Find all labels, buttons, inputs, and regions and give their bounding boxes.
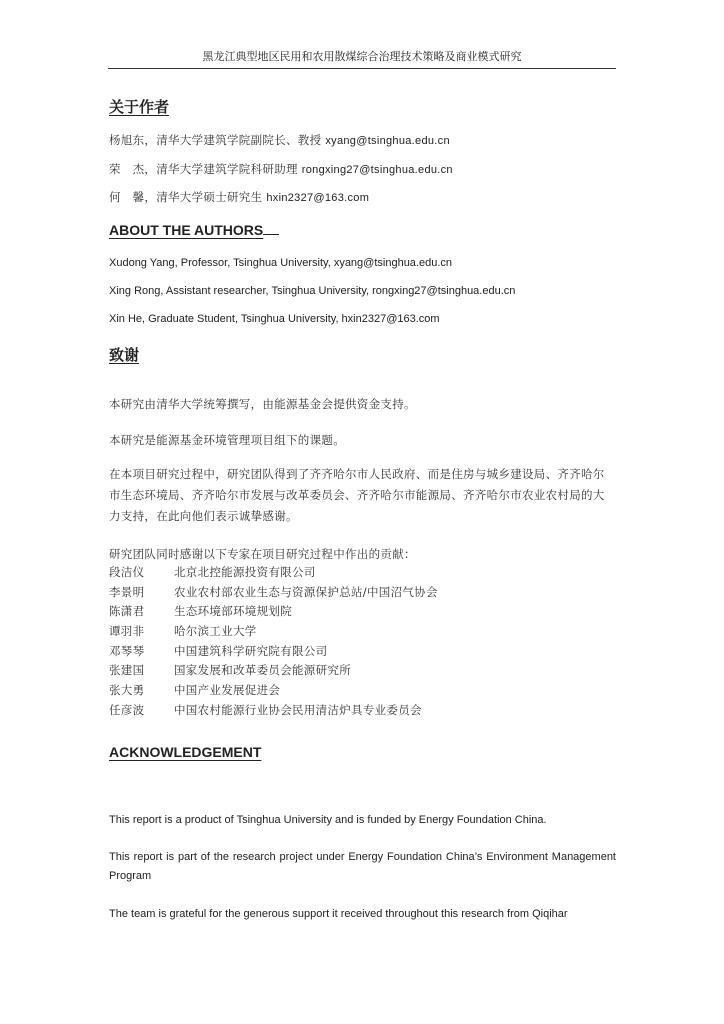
author-cn-text: 何 馨，清华大学硕士研究生 — [109, 190, 263, 204]
list-item — [109, 564, 438, 584]
heading-underline — [263, 222, 279, 235]
authors-en-heading — [109, 222, 279, 238]
list-item — [109, 584, 438, 604]
author-en-line: Xudong Yang, Professor, Tsinghua University, xyang@tsinghua.edu.cn — [109, 257, 453, 269]
expert-name: 任彦波 — [109, 702, 145, 717]
author-cn-email: rongxing27@tsinghua.edu.cn — [301, 164, 453, 176]
expert-list — [109, 564, 438, 722]
ack-cn-heading: 致谢 — [109, 346, 140, 364]
expert-org: 国家发展和改革委员会能源研究所 — [174, 663, 351, 678]
expert-name: 张大勇 — [109, 683, 145, 698]
author-cn-email: xyang@tsinghua.edu.cn — [325, 135, 450, 147]
list-item — [109, 623, 438, 643]
list-item — [109, 603, 438, 623]
expert-name: 张建国 — [109, 663, 145, 678]
expert-org: 中国农村能源行业协会民用清洁炉具专业委员会 — [174, 702, 422, 717]
author-cn-text: 杨旭东，清华大学建筑学院副院长、教授 — [109, 133, 322, 147]
author-cn-line — [109, 161, 453, 177]
expert-name: 邓琴琴 — [109, 643, 145, 658]
list-item — [109, 702, 438, 722]
expert-name: 段洁仪 — [109, 565, 145, 579]
authors-en-heading-text: ABOUT THE AUTHORS — [109, 222, 264, 238]
ack-en-paragraph: This report is a product of Tsinghua University and is funded by Energy Foundation China. — [109, 814, 547, 826]
ack-en-heading: ACKNOWLEDGEMENT — [109, 744, 262, 760]
ack-cn-paragraph: 本研究由清华大学统筹撰写，由能源基金会提供资金支持。 — [109, 397, 416, 411]
author-en-line: Xing Rong, Assistant researcher, Tsinghua University, rongxing27@tsinghua.edu.cn — [109, 285, 516, 297]
expert-org: 中国建筑科学研究院有限公司 — [174, 643, 328, 658]
expert-org: 生态环境部环境规划院 — [174, 604, 292, 619]
ack-cn-paragraph: 在本项目研究过程中，研究团队得到了齐齐哈尔市人民政府、而是住房与城乡建设局、齐齐哈尔市生态环境局、齐齐哈尔市发展与改革委员会、齐齐哈尔市能源局、齐齐哈尔市农业农村局的大力支持，在此向他们表示诚挚感谢。 — [109, 467, 605, 523]
expert-org: 北京北控能源投资有限公司 — [174, 565, 316, 579]
author-cn-text: 荣 杰，清华大学建筑学院科研助理 — [109, 162, 298, 176]
author-cn-line — [109, 132, 450, 148]
ack-cn-paragraph: 本研究是能源基金环境管理项目组下的课题。 — [109, 433, 345, 447]
authors-cn-heading: 关于作者 — [109, 98, 170, 116]
author-cn-line — [109, 189, 369, 205]
author-en-line: Xin He, Graduate Student, Tsinghua University, hxin2327@163.com — [109, 313, 440, 325]
ack-cn-paragraph: 研究团队同时感谢以下专家在项目研究过程中作出的贡献： — [109, 547, 416, 561]
running-header: 黑龙江典型地区民用和农用散煤综合治理技术策略及商业模式研究 — [108, 48, 616, 69]
author-cn-email: hxin2327@163.com — [266, 192, 370, 204]
expert-name: 谭羽非 — [109, 624, 145, 639]
expert-name: 李景明 — [109, 584, 145, 599]
expert-org: 中国产业发展促进会 — [174, 683, 281, 698]
expert-org: 哈尔滨工业大学 — [174, 624, 257, 639]
expert-name: 陈潇君 — [109, 604, 145, 619]
ack-en-paragraph: This report is part of the research project under Energy Foundation China’s Environment Management Program — [109, 851, 616, 882]
list-item — [109, 662, 438, 682]
list-item — [109, 682, 438, 702]
expert-org: 农业农村部农业生态与资源保护总站/中国沼气协会 — [174, 584, 438, 599]
list-item — [109, 643, 438, 663]
ack-en-paragraph: The team is grateful for the generous support it received throughout this research from Qiqihar — [109, 908, 568, 920]
